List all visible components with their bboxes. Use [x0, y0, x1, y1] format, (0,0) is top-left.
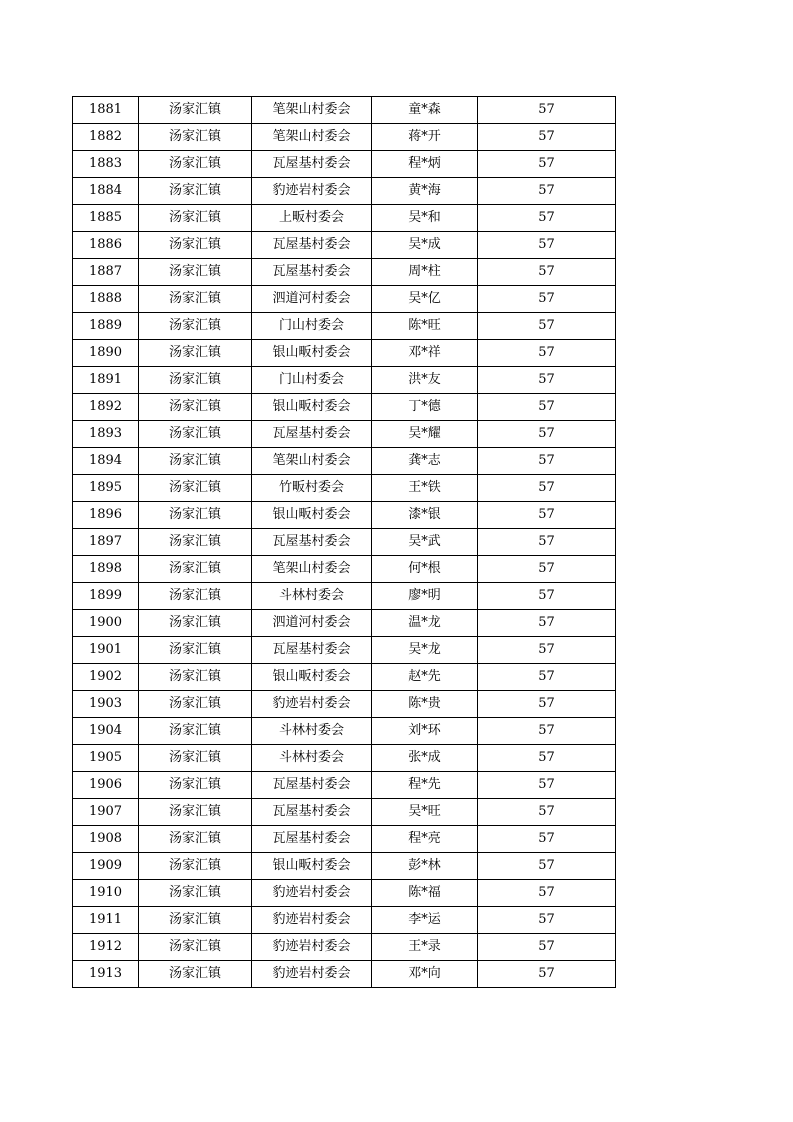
- amount-cell: 57: [478, 313, 616, 340]
- recipient-name-cell: 王*录: [372, 934, 478, 961]
- village-committee-cell: 银山畈村委会: [252, 502, 372, 529]
- village-committee-cell: 瓦屋基村委会: [252, 259, 372, 286]
- table-row: [73, 421, 616, 448]
- recipient-name-cell: 李*运: [372, 907, 478, 934]
- amount-cell: 57: [478, 880, 616, 907]
- village-committee-cell: 上畈村委会: [252, 205, 372, 232]
- row-number-cell: 1897: [73, 529, 139, 556]
- row-number-cell: 1909: [73, 853, 139, 880]
- recipient-name-cell: 蒋*开: [372, 124, 478, 151]
- table-row: [73, 313, 616, 340]
- recipient-name-cell: 邓*向: [372, 961, 478, 988]
- row-number-cell: 1891: [73, 367, 139, 394]
- town-cell: 汤家汇镇: [139, 421, 252, 448]
- village-committee-cell: 瓦屋基村委会: [252, 772, 372, 799]
- village-committee-cell: 豹迹岩村委会: [252, 934, 372, 961]
- table-row: [73, 367, 616, 394]
- amount-cell: 57: [478, 718, 616, 745]
- village-committee-cell: 瓦屋基村委会: [252, 232, 372, 259]
- row-number-cell: 1894: [73, 448, 139, 475]
- amount-cell: 57: [478, 907, 616, 934]
- row-number-cell: 1882: [73, 124, 139, 151]
- row-number-cell: 1881: [73, 97, 139, 124]
- town-cell: 汤家汇镇: [139, 799, 252, 826]
- village-committee-cell: 银山畈村委会: [252, 853, 372, 880]
- recipient-name-cell: 张*成: [372, 745, 478, 772]
- row-number-cell: 1895: [73, 475, 139, 502]
- table-row: [73, 664, 616, 691]
- town-cell: 汤家汇镇: [139, 124, 252, 151]
- table-row: [73, 205, 616, 232]
- row-number-cell: 1887: [73, 259, 139, 286]
- table-row: [73, 259, 616, 286]
- amount-cell: 57: [478, 853, 616, 880]
- town-cell: 汤家汇镇: [139, 232, 252, 259]
- table-row: [73, 934, 616, 961]
- amount-cell: 57: [478, 205, 616, 232]
- village-committee-cell: 门山村委会: [252, 367, 372, 394]
- row-number-cell: 1892: [73, 394, 139, 421]
- table-row: [73, 340, 616, 367]
- town-cell: 汤家汇镇: [139, 826, 252, 853]
- row-number-cell: 1886: [73, 232, 139, 259]
- table-row: [73, 151, 616, 178]
- amount-cell: 57: [478, 475, 616, 502]
- row-number-cell: 1910: [73, 880, 139, 907]
- row-number-cell: 1904: [73, 718, 139, 745]
- town-cell: 汤家汇镇: [139, 448, 252, 475]
- town-cell: 汤家汇镇: [139, 205, 252, 232]
- village-committee-cell: 斗林村委会: [252, 718, 372, 745]
- recipient-name-cell: 周*柱: [372, 259, 478, 286]
- table-row: [73, 853, 616, 880]
- recipient-name-cell: 廖*明: [372, 583, 478, 610]
- table-row: [73, 799, 616, 826]
- roster-table: [72, 96, 616, 988]
- amount-cell: 57: [478, 151, 616, 178]
- village-committee-cell: 瓦屋基村委会: [252, 799, 372, 826]
- row-number-cell: 1900: [73, 610, 139, 637]
- recipient-name-cell: 陈*贵: [372, 691, 478, 718]
- village-committee-cell: 豹迹岩村委会: [252, 880, 372, 907]
- table-row: [73, 907, 616, 934]
- row-number-cell: 1883: [73, 151, 139, 178]
- village-committee-cell: 笔架山村委会: [252, 448, 372, 475]
- town-cell: 汤家汇镇: [139, 853, 252, 880]
- table-row: [73, 286, 616, 313]
- recipient-name-cell: 赵*先: [372, 664, 478, 691]
- town-cell: 汤家汇镇: [139, 772, 252, 799]
- town-cell: 汤家汇镇: [139, 475, 252, 502]
- amount-cell: 57: [478, 529, 616, 556]
- recipient-name-cell: 邓*祥: [372, 340, 478, 367]
- recipient-name-cell: 吴*耀: [372, 421, 478, 448]
- table-row: [73, 637, 616, 664]
- village-committee-cell: 笔架山村委会: [252, 97, 372, 124]
- town-cell: 汤家汇镇: [139, 610, 252, 637]
- town-cell: 汤家汇镇: [139, 556, 252, 583]
- row-number-cell: 1908: [73, 826, 139, 853]
- recipient-name-cell: 龚*志: [372, 448, 478, 475]
- roster-table-body: [73, 97, 616, 988]
- amount-cell: 57: [478, 961, 616, 988]
- amount-cell: 57: [478, 934, 616, 961]
- recipient-name-cell: 王*铁: [372, 475, 478, 502]
- village-committee-cell: 泗道河村委会: [252, 610, 372, 637]
- village-committee-cell: 银山畈村委会: [252, 394, 372, 421]
- village-committee-cell: 豹迹岩村委会: [252, 961, 372, 988]
- village-committee-cell: 瓦屋基村委会: [252, 151, 372, 178]
- village-committee-cell: 银山畈村委会: [252, 340, 372, 367]
- amount-cell: 57: [478, 286, 616, 313]
- row-number-cell: 1896: [73, 502, 139, 529]
- table-row: [73, 178, 616, 205]
- amount-cell: 57: [478, 826, 616, 853]
- recipient-name-cell: 吴*武: [372, 529, 478, 556]
- amount-cell: 57: [478, 772, 616, 799]
- town-cell: 汤家汇镇: [139, 961, 252, 988]
- amount-cell: 57: [478, 340, 616, 367]
- recipient-name-cell: 程*先: [372, 772, 478, 799]
- row-number-cell: 1888: [73, 286, 139, 313]
- amount-cell: 57: [478, 232, 616, 259]
- village-committee-cell: 瓦屋基村委会: [252, 637, 372, 664]
- recipient-name-cell: 吴*亿: [372, 286, 478, 313]
- table-row: [73, 691, 616, 718]
- row-number-cell: 1902: [73, 664, 139, 691]
- recipient-name-cell: 程*炳: [372, 151, 478, 178]
- amount-cell: 57: [478, 637, 616, 664]
- table-row: [73, 610, 616, 637]
- row-number-cell: 1885: [73, 205, 139, 232]
- recipient-name-cell: 刘*环: [372, 718, 478, 745]
- amount-cell: 57: [478, 259, 616, 286]
- amount-cell: 57: [478, 124, 616, 151]
- amount-cell: 57: [478, 583, 616, 610]
- amount-cell: 57: [478, 421, 616, 448]
- town-cell: 汤家汇镇: [139, 394, 252, 421]
- amount-cell: 57: [478, 97, 616, 124]
- town-cell: 汤家汇镇: [139, 637, 252, 664]
- town-cell: 汤家汇镇: [139, 259, 252, 286]
- recipient-name-cell: 漆*银: [372, 502, 478, 529]
- recipient-name-cell: 黄*海: [372, 178, 478, 205]
- recipient-name-cell: 吴*旺: [372, 799, 478, 826]
- amount-cell: 57: [478, 691, 616, 718]
- recipient-name-cell: 程*亮: [372, 826, 478, 853]
- village-committee-cell: 泗道河村委会: [252, 286, 372, 313]
- village-committee-cell: 豹迹岩村委会: [252, 691, 372, 718]
- table-row: [73, 394, 616, 421]
- village-committee-cell: 瓦屋基村委会: [252, 421, 372, 448]
- row-number-cell: 1913: [73, 961, 139, 988]
- town-cell: 汤家汇镇: [139, 583, 252, 610]
- recipient-name-cell: 洪*友: [372, 367, 478, 394]
- row-number-cell: 1911: [73, 907, 139, 934]
- amount-cell: 57: [478, 448, 616, 475]
- table-row: [73, 826, 616, 853]
- row-number-cell: 1912: [73, 934, 139, 961]
- town-cell: 汤家汇镇: [139, 745, 252, 772]
- recipient-name-cell: 吴*成: [372, 232, 478, 259]
- amount-cell: 57: [478, 394, 616, 421]
- town-cell: 汤家汇镇: [139, 934, 252, 961]
- town-cell: 汤家汇镇: [139, 880, 252, 907]
- recipient-name-cell: 吴*和: [372, 205, 478, 232]
- table-row: [73, 745, 616, 772]
- row-number-cell: 1901: [73, 637, 139, 664]
- town-cell: 汤家汇镇: [139, 178, 252, 205]
- village-committee-cell: 笔架山村委会: [252, 556, 372, 583]
- table-row: [73, 556, 616, 583]
- town-cell: 汤家汇镇: [139, 367, 252, 394]
- village-committee-cell: 豹迹岩村委会: [252, 178, 372, 205]
- town-cell: 汤家汇镇: [139, 529, 252, 556]
- row-number-cell: 1893: [73, 421, 139, 448]
- recipient-name-cell: 童*森: [372, 97, 478, 124]
- village-committee-cell: 豹迹岩村委会: [252, 907, 372, 934]
- table-row: [73, 718, 616, 745]
- town-cell: 汤家汇镇: [139, 664, 252, 691]
- recipient-name-cell: 何*根: [372, 556, 478, 583]
- amount-cell: 57: [478, 799, 616, 826]
- row-number-cell: 1905: [73, 745, 139, 772]
- town-cell: 汤家汇镇: [139, 907, 252, 934]
- recipient-name-cell: 吴*龙: [372, 637, 478, 664]
- amount-cell: 57: [478, 178, 616, 205]
- village-committee-cell: 斗林村委会: [252, 745, 372, 772]
- recipient-name-cell: 陈*福: [372, 880, 478, 907]
- village-committee-cell: 银山畈村委会: [252, 664, 372, 691]
- table-row: [73, 529, 616, 556]
- row-number-cell: 1884: [73, 178, 139, 205]
- village-committee-cell: 瓦屋基村委会: [252, 529, 372, 556]
- row-number-cell: 1898: [73, 556, 139, 583]
- table-row: [73, 448, 616, 475]
- table-row: [73, 961, 616, 988]
- row-number-cell: 1903: [73, 691, 139, 718]
- town-cell: 汤家汇镇: [139, 340, 252, 367]
- village-committee-cell: 瓦屋基村委会: [252, 826, 372, 853]
- row-number-cell: 1899: [73, 583, 139, 610]
- town-cell: 汤家汇镇: [139, 286, 252, 313]
- amount-cell: 57: [478, 664, 616, 691]
- town-cell: 汤家汇镇: [139, 97, 252, 124]
- table-row: [73, 232, 616, 259]
- village-committee-cell: 笔架山村委会: [252, 124, 372, 151]
- table-row: [73, 583, 616, 610]
- town-cell: 汤家汇镇: [139, 313, 252, 340]
- recipient-name-cell: 彭*林: [372, 853, 478, 880]
- amount-cell: 57: [478, 745, 616, 772]
- table-row: [73, 772, 616, 799]
- table-row: [73, 475, 616, 502]
- village-committee-cell: 竹畈村委会: [252, 475, 372, 502]
- amount-cell: 57: [478, 610, 616, 637]
- recipient-name-cell: 陈*旺: [372, 313, 478, 340]
- town-cell: 汤家汇镇: [139, 502, 252, 529]
- town-cell: 汤家汇镇: [139, 691, 252, 718]
- table-row: [73, 880, 616, 907]
- amount-cell: 57: [478, 367, 616, 394]
- table-row: [73, 124, 616, 151]
- village-committee-cell: 门山村委会: [252, 313, 372, 340]
- recipient-name-cell: 温*龙: [372, 610, 478, 637]
- row-number-cell: 1906: [73, 772, 139, 799]
- row-number-cell: 1907: [73, 799, 139, 826]
- recipient-name-cell: 丁*德: [372, 394, 478, 421]
- row-number-cell: 1890: [73, 340, 139, 367]
- village-committee-cell: 斗林村委会: [252, 583, 372, 610]
- amount-cell: 57: [478, 502, 616, 529]
- table-row: [73, 97, 616, 124]
- row-number-cell: 1889: [73, 313, 139, 340]
- town-cell: 汤家汇镇: [139, 151, 252, 178]
- town-cell: 汤家汇镇: [139, 718, 252, 745]
- table-row: [73, 502, 616, 529]
- amount-cell: 57: [478, 556, 616, 583]
